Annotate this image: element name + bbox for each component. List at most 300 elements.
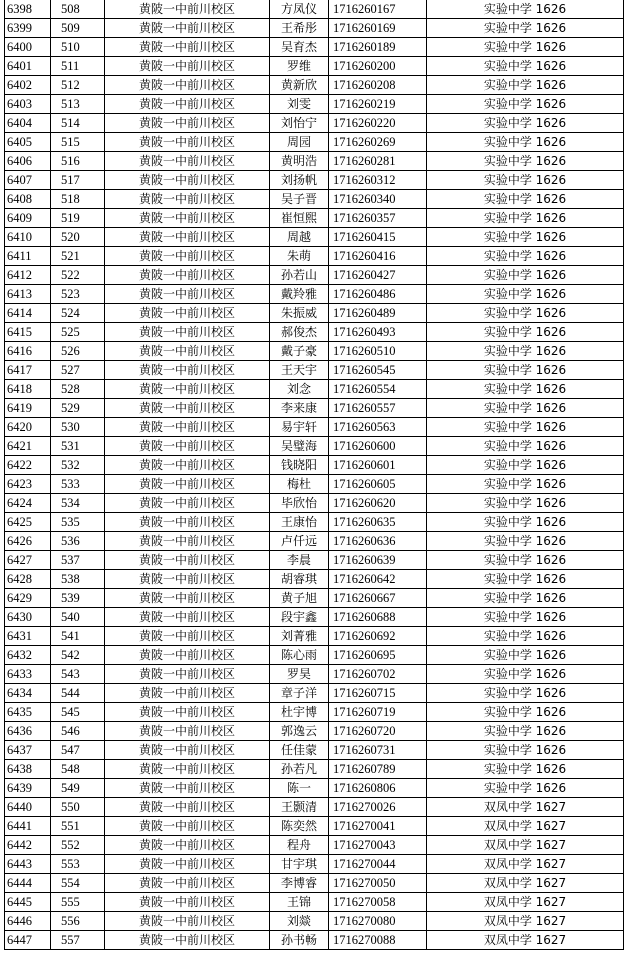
school-cell: 黄陂一中前川校区 <box>105 247 270 266</box>
serial-number-cell: 6432 <box>5 646 51 665</box>
student-id-cell: 1716260269 <box>329 133 427 152</box>
school-cell: 黄陂一中前川校区 <box>105 893 270 912</box>
table-row <box>5 608 624 627</box>
student-id-cell: 1716260416 <box>329 247 427 266</box>
school-cell: 黄陂一中前川校区 <box>105 456 270 475</box>
table-row <box>5 703 624 722</box>
student-id-cell: 1716270041 <box>329 817 427 836</box>
student-id-cell: 1716260605 <box>329 475 427 494</box>
table-row <box>5 152 624 171</box>
student-name-cell: 段宇鑫 <box>270 608 329 627</box>
school-cell: 黄陂一中前川校区 <box>105 741 270 760</box>
table-row <box>5 893 624 912</box>
student-name-cell: 朱振威 <box>270 304 329 323</box>
exam-site-cell: 实验中学 1626 <box>427 285 624 304</box>
student-id-cell: 1716270043 <box>329 836 427 855</box>
serial-number-cell: 6401 <box>5 57 51 76</box>
school-cell: 黄陂一中前川校区 <box>105 855 270 874</box>
student-id-cell: 1716260340 <box>329 190 427 209</box>
student-id-cell: 1716270080 <box>329 912 427 931</box>
table-row <box>5 874 624 893</box>
student-id-cell: 1716260357 <box>329 209 427 228</box>
school-cell: 黄陂一中前川校区 <box>105 437 270 456</box>
serial-number-cell: 6403 <box>5 95 51 114</box>
table-row <box>5 228 624 247</box>
student-id-cell: 1716260636 <box>329 532 427 551</box>
school-cell: 黄陂一中前川校区 <box>105 513 270 532</box>
student-name-cell: 郭逸云 <box>270 722 329 741</box>
seat-number-cell: 542 <box>51 646 105 665</box>
student-id-cell: 1716260220 <box>329 114 427 133</box>
student-id-cell: 1716260200 <box>329 57 427 76</box>
seat-number-cell: 512 <box>51 76 105 95</box>
student-name-cell: 杜宇博 <box>270 703 329 722</box>
school-cell: 黄陂一中前川校区 <box>105 798 270 817</box>
table-row <box>5 475 624 494</box>
serial-number-cell: 6400 <box>5 38 51 57</box>
student-name-cell: 刘菁雅 <box>270 627 329 646</box>
table-row <box>5 399 624 418</box>
school-cell: 黄陂一中前川校区 <box>105 0 270 19</box>
school-cell: 黄陂一中前川校区 <box>105 760 270 779</box>
exam-site-cell: 双凤中学 1627 <box>427 855 624 874</box>
student-id-cell: 1716260312 <box>329 171 427 190</box>
exam-site-cell: 实验中学 1626 <box>427 551 624 570</box>
school-cell: 黄陂一中前川校区 <box>105 228 270 247</box>
seat-number-cell: 525 <box>51 323 105 342</box>
school-cell: 黄陂一中前川校区 <box>105 570 270 589</box>
student-id-cell: 1716260427 <box>329 266 427 285</box>
student-id-cell: 1716260489 <box>329 304 427 323</box>
exam-site-cell: 实验中学 1626 <box>427 95 624 114</box>
serial-number-cell: 6429 <box>5 589 51 608</box>
table-row <box>5 551 624 570</box>
student-name-cell: 孙书畅 <box>270 931 329 950</box>
student-name-cell: 王颢清 <box>270 798 329 817</box>
school-cell: 黄陂一中前川校区 <box>105 190 270 209</box>
school-cell: 黄陂一中前川校区 <box>105 684 270 703</box>
table-row <box>5 133 624 152</box>
seat-number-cell: 522 <box>51 266 105 285</box>
serial-number-cell: 6398 <box>5 0 51 19</box>
serial-number-cell: 6413 <box>5 285 51 304</box>
student-id-cell: 1716260601 <box>329 456 427 475</box>
exam-site-cell: 实验中学 1626 <box>427 247 624 266</box>
exam-site-cell: 实验中学 1626 <box>427 760 624 779</box>
exam-site-cell: 实验中学 1626 <box>427 152 624 171</box>
seat-number-cell: 546 <box>51 722 105 741</box>
seat-number-cell: 530 <box>51 418 105 437</box>
school-cell: 黄陂一中前川校区 <box>105 114 270 133</box>
student-name-cell: 戴羚雅 <box>270 285 329 304</box>
serial-number-cell: 6434 <box>5 684 51 703</box>
exam-site-cell: 实验中学 1626 <box>427 0 624 19</box>
table-row <box>5 836 624 855</box>
school-cell: 黄陂一中前川校区 <box>105 589 270 608</box>
school-cell: 黄陂一中前川校区 <box>105 266 270 285</box>
seat-number-cell: 529 <box>51 399 105 418</box>
student-id-cell: 1716260169 <box>329 19 427 38</box>
exam-site-cell: 实验中学 1626 <box>427 646 624 665</box>
serial-number-cell: 6410 <box>5 228 51 247</box>
student-name-cell: 程舟 <box>270 836 329 855</box>
exam-site-cell: 实验中学 1626 <box>427 342 624 361</box>
serial-number-cell: 6415 <box>5 323 51 342</box>
school-cell: 黄陂一中前川校区 <box>105 551 270 570</box>
seat-number-cell: 534 <box>51 494 105 513</box>
serial-number-cell: 6435 <box>5 703 51 722</box>
exam-site-cell: 双凤中学 1627 <box>427 893 624 912</box>
seat-number-cell: 515 <box>51 133 105 152</box>
serial-number-cell: 6425 <box>5 513 51 532</box>
table-row <box>5 190 624 209</box>
serial-number-cell: 6446 <box>5 912 51 931</box>
seat-number-cell: 518 <box>51 190 105 209</box>
serial-number-cell: 6412 <box>5 266 51 285</box>
student-id-cell: 1716260545 <box>329 361 427 380</box>
student-id-cell: 1716260493 <box>329 323 427 342</box>
seat-number-cell: 517 <box>51 171 105 190</box>
exam-site-cell: 实验中学 1626 <box>427 418 624 437</box>
school-cell: 黄陂一中前川校区 <box>105 95 270 114</box>
seat-number-cell: 555 <box>51 893 105 912</box>
school-cell: 黄陂一中前川校区 <box>105 874 270 893</box>
school-cell: 黄陂一中前川校区 <box>105 722 270 741</box>
serial-number-cell: 6402 <box>5 76 51 95</box>
school-cell: 黄陂一中前川校区 <box>105 646 270 665</box>
student-id-cell: 1716260510 <box>329 342 427 361</box>
school-cell: 黄陂一中前川校区 <box>105 171 270 190</box>
exam-site-cell: 双凤中学 1627 <box>427 931 624 950</box>
table-row <box>5 570 624 589</box>
student-id-cell: 1716270088 <box>329 931 427 950</box>
seat-number-cell: 514 <box>51 114 105 133</box>
exam-site-cell: 双凤中学 1627 <box>427 874 624 893</box>
student-name-cell: 吴子晋 <box>270 190 329 209</box>
table-row <box>5 722 624 741</box>
student-name-cell: 钱晓阳 <box>270 456 329 475</box>
exam-site-cell: 双凤中学 1627 <box>427 798 624 817</box>
seat-number-cell: 551 <box>51 817 105 836</box>
seat-number-cell: 533 <box>51 475 105 494</box>
serial-number-cell: 6431 <box>5 627 51 646</box>
serial-number-cell: 6441 <box>5 817 51 836</box>
school-cell: 黄陂一中前川校区 <box>105 418 270 437</box>
student-name-cell: 刘念 <box>270 380 329 399</box>
table-row <box>5 912 624 931</box>
serial-number-cell: 6438 <box>5 760 51 779</box>
exam-site-cell: 实验中学 1626 <box>427 361 624 380</box>
serial-number-cell: 6424 <box>5 494 51 513</box>
seat-number-cell: 535 <box>51 513 105 532</box>
school-cell: 黄陂一中前川校区 <box>105 703 270 722</box>
seat-number-cell: 509 <box>51 19 105 38</box>
seat-number-cell: 554 <box>51 874 105 893</box>
seat-number-cell: 540 <box>51 608 105 627</box>
school-cell: 黄陂一中前川校区 <box>105 304 270 323</box>
student-name-cell: 周越 <box>270 228 329 247</box>
student-id-cell: 1716260415 <box>329 228 427 247</box>
school-cell: 黄陂一中前川校区 <box>105 342 270 361</box>
school-cell: 黄陂一中前川校区 <box>105 38 270 57</box>
seat-number-cell: 532 <box>51 456 105 475</box>
seat-number-cell: 508 <box>51 0 105 19</box>
seat-number-cell: 552 <box>51 836 105 855</box>
table-row <box>5 114 624 133</box>
school-cell: 黄陂一中前川校区 <box>105 19 270 38</box>
student-name-cell: 王锦 <box>270 893 329 912</box>
table-row <box>5 684 624 703</box>
seat-number-cell: 545 <box>51 703 105 722</box>
exam-site-cell: 实验中学 1626 <box>427 494 624 513</box>
seat-number-cell: 536 <box>51 532 105 551</box>
table-row <box>5 19 624 38</box>
seat-number-cell: 544 <box>51 684 105 703</box>
school-cell: 黄陂一中前川校区 <box>105 912 270 931</box>
student-name-cell: 梅杜 <box>270 475 329 494</box>
table-row <box>5 589 624 608</box>
table-row <box>5 266 624 285</box>
table-row <box>5 247 624 266</box>
table-row <box>5 494 624 513</box>
exam-site-cell: 实验中学 1626 <box>427 399 624 418</box>
student-id-cell: 1716260695 <box>329 646 427 665</box>
student-name-cell: 刘燚 <box>270 912 329 931</box>
exam-site-cell: 实验中学 1626 <box>427 133 624 152</box>
serial-number-cell: 6445 <box>5 893 51 912</box>
exam-site-cell: 实验中学 1626 <box>427 703 624 722</box>
table-row <box>5 76 624 95</box>
school-cell: 黄陂一中前川校区 <box>105 931 270 950</box>
table-row <box>5 817 624 836</box>
seat-number-cell: 539 <box>51 589 105 608</box>
table-row <box>5 38 624 57</box>
serial-number-cell: 6409 <box>5 209 51 228</box>
seat-number-cell: 537 <box>51 551 105 570</box>
student-id-cell: 1716260719 <box>329 703 427 722</box>
serial-number-cell: 6411 <box>5 247 51 266</box>
serial-number-cell: 6426 <box>5 532 51 551</box>
student-name-cell: 方凤仪 <box>270 0 329 19</box>
exam-site-cell: 实验中学 1626 <box>427 209 624 228</box>
serial-number-cell: 6421 <box>5 437 51 456</box>
school-cell: 黄陂一中前川校区 <box>105 399 270 418</box>
student-name-cell: 周园 <box>270 133 329 152</box>
student-name-cell: 孙若凡 <box>270 760 329 779</box>
seat-number-cell: 531 <box>51 437 105 456</box>
exam-site-cell: 实验中学 1626 <box>427 684 624 703</box>
seat-number-cell: 523 <box>51 285 105 304</box>
student-id-cell: 1716260189 <box>329 38 427 57</box>
serial-number-cell: 6399 <box>5 19 51 38</box>
student-name-cell: 章子洋 <box>270 684 329 703</box>
table-row <box>5 57 624 76</box>
student-id-cell: 1716260692 <box>329 627 427 646</box>
roster-table <box>4 0 624 950</box>
serial-number-cell: 6447 <box>5 931 51 950</box>
serial-number-cell: 6422 <box>5 456 51 475</box>
school-cell: 黄陂一中前川校区 <box>105 380 270 399</box>
student-name-cell: 任佳蒙 <box>270 741 329 760</box>
seat-number-cell: 543 <box>51 665 105 684</box>
seat-number-cell: 548 <box>51 760 105 779</box>
exam-site-cell: 双凤中学 1627 <box>427 912 624 931</box>
student-name-cell: 王希彤 <box>270 19 329 38</box>
school-cell: 黄陂一中前川校区 <box>105 475 270 494</box>
exam-site-cell: 实验中学 1626 <box>427 190 624 209</box>
serial-number-cell: 6418 <box>5 380 51 399</box>
serial-number-cell: 6439 <box>5 779 51 798</box>
school-cell: 黄陂一中前川校区 <box>105 532 270 551</box>
exam-site-cell: 实验中学 1626 <box>427 779 624 798</box>
student-name-cell: 陈心雨 <box>270 646 329 665</box>
exam-site-cell: 实验中学 1626 <box>427 532 624 551</box>
exam-site-cell: 实验中学 1626 <box>427 741 624 760</box>
roster-body <box>5 0 624 950</box>
student-id-cell: 1716260806 <box>329 779 427 798</box>
school-cell: 黄陂一中前川校区 <box>105 836 270 855</box>
student-name-cell: 黄明浩 <box>270 152 329 171</box>
serial-number-cell: 6433 <box>5 665 51 684</box>
serial-number-cell: 6404 <box>5 114 51 133</box>
seat-number-cell: 557 <box>51 931 105 950</box>
table-row <box>5 342 624 361</box>
student-id-cell: 1716270044 <box>329 855 427 874</box>
serial-number-cell: 6416 <box>5 342 51 361</box>
exam-site-cell: 实验中学 1626 <box>427 380 624 399</box>
student-name-cell: 王康怡 <box>270 513 329 532</box>
student-id-cell: 1716260554 <box>329 380 427 399</box>
seat-number-cell: 527 <box>51 361 105 380</box>
student-name-cell: 罗昊 <box>270 665 329 684</box>
serial-number-cell: 6440 <box>5 798 51 817</box>
school-cell: 黄陂一中前川校区 <box>105 627 270 646</box>
seat-number-cell: 524 <box>51 304 105 323</box>
serial-number-cell: 6423 <box>5 475 51 494</box>
exam-site-cell: 实验中学 1626 <box>427 19 624 38</box>
school-cell: 黄陂一中前川校区 <box>105 665 270 684</box>
table-row <box>5 418 624 437</box>
student-id-cell: 1716260281 <box>329 152 427 171</box>
serial-number-cell: 6443 <box>5 855 51 874</box>
student-name-cell: 甘宇琪 <box>270 855 329 874</box>
student-name-cell: 卢仟远 <box>270 532 329 551</box>
table-row <box>5 0 624 19</box>
seat-number-cell: 553 <box>51 855 105 874</box>
student-name-cell: 戴子豪 <box>270 342 329 361</box>
student-name-cell: 胡睿琪 <box>270 570 329 589</box>
student-id-cell: 1716260688 <box>329 608 427 627</box>
serial-number-cell: 6406 <box>5 152 51 171</box>
school-cell: 黄陂一中前川校区 <box>105 57 270 76</box>
exam-site-cell: 实验中学 1626 <box>427 722 624 741</box>
student-name-cell: 李博睿 <box>270 874 329 893</box>
table-row <box>5 285 624 304</box>
student-id-cell: 1716260557 <box>329 399 427 418</box>
school-cell: 黄陂一中前川校区 <box>105 608 270 627</box>
exam-site-cell: 双凤中学 1627 <box>427 817 624 836</box>
serial-number-cell: 6442 <box>5 836 51 855</box>
student-id-cell: 1716260639 <box>329 551 427 570</box>
student-name-cell: 王天宇 <box>270 361 329 380</box>
student-id-cell: 1716260635 <box>329 513 427 532</box>
student-name-cell: 朱萌 <box>270 247 329 266</box>
serial-number-cell: 6427 <box>5 551 51 570</box>
serial-number-cell: 6420 <box>5 418 51 437</box>
student-name-cell: 孙若山 <box>270 266 329 285</box>
school-cell: 黄陂一中前川校区 <box>105 817 270 836</box>
exam-site-cell: 实验中学 1626 <box>427 171 624 190</box>
exam-site-cell: 实验中学 1626 <box>427 266 624 285</box>
student-name-cell: 黄新欣 <box>270 76 329 95</box>
seat-number-cell: 528 <box>51 380 105 399</box>
school-cell: 黄陂一中前川校区 <box>105 285 270 304</box>
student-id-cell: 1716260600 <box>329 437 427 456</box>
student-id-cell: 1716260702 <box>329 665 427 684</box>
table-row <box>5 323 624 342</box>
student-name-cell: 黄子旭 <box>270 589 329 608</box>
seat-number-cell: 556 <box>51 912 105 931</box>
student-id-cell: 1716260667 <box>329 589 427 608</box>
exam-site-cell: 实验中学 1626 <box>427 475 624 494</box>
exam-site-cell: 实验中学 1626 <box>427 589 624 608</box>
seat-number-cell: 547 <box>51 741 105 760</box>
table-row <box>5 665 624 684</box>
serial-number-cell: 6430 <box>5 608 51 627</box>
table-row <box>5 741 624 760</box>
student-name-cell: 罗维 <box>270 57 329 76</box>
exam-site-cell: 实验中学 1626 <box>427 665 624 684</box>
student-id-cell: 1716260219 <box>329 95 427 114</box>
school-cell: 黄陂一中前川校区 <box>105 494 270 513</box>
exam-site-cell: 实验中学 1626 <box>427 627 624 646</box>
seat-number-cell: 513 <box>51 95 105 114</box>
student-id-cell: 1716260720 <box>329 722 427 741</box>
exam-site-cell: 实验中学 1626 <box>427 114 624 133</box>
seat-number-cell: 538 <box>51 570 105 589</box>
student-id-cell: 1716260563 <box>329 418 427 437</box>
exam-site-cell: 实验中学 1626 <box>427 304 624 323</box>
school-cell: 黄陂一中前川校区 <box>105 323 270 342</box>
student-name-cell: 刘怡宁 <box>270 114 329 133</box>
exam-site-cell: 实验中学 1626 <box>427 38 624 57</box>
serial-number-cell: 6417 <box>5 361 51 380</box>
table-row <box>5 437 624 456</box>
student-name-cell: 崔恒熙 <box>270 209 329 228</box>
exam-site-cell: 实验中学 1626 <box>427 608 624 627</box>
school-cell: 黄陂一中前川校区 <box>105 779 270 798</box>
student-id-cell: 1716260715 <box>329 684 427 703</box>
student-name-cell: 陈一 <box>270 779 329 798</box>
seat-number-cell: 526 <box>51 342 105 361</box>
student-name-cell: 陈奕然 <box>270 817 329 836</box>
table-row <box>5 627 624 646</box>
serial-number-cell: 6414 <box>5 304 51 323</box>
serial-number-cell: 6428 <box>5 570 51 589</box>
student-id-cell: 1716260208 <box>329 76 427 95</box>
exam-site-cell: 实验中学 1626 <box>427 228 624 247</box>
student-id-cell: 1716260642 <box>329 570 427 589</box>
seat-number-cell: 521 <box>51 247 105 266</box>
table-row <box>5 456 624 475</box>
student-name-cell: 吴育杰 <box>270 38 329 57</box>
serial-number-cell: 6436 <box>5 722 51 741</box>
student-name-cell: 李晨 <box>270 551 329 570</box>
table-row <box>5 209 624 228</box>
student-id-cell: 1716270058 <box>329 893 427 912</box>
serial-number-cell: 6437 <box>5 741 51 760</box>
serial-number-cell: 6405 <box>5 133 51 152</box>
